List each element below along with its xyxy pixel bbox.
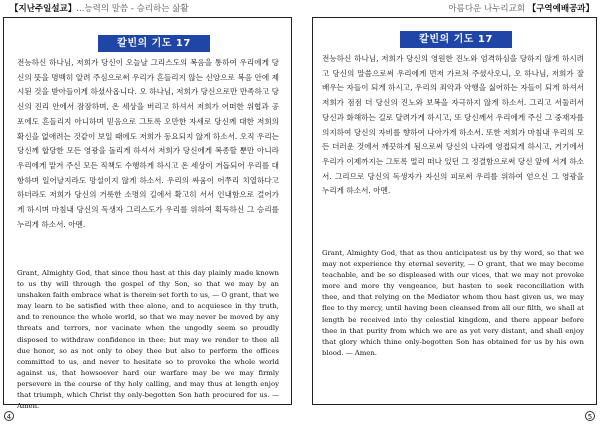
prayer-title: 칼빈의 기도 17 <box>98 35 210 52</box>
right-header <box>448 2 594 16</box>
english-prayer-text: Grant, Almighty God, that since thou hast at this day plainly made known to us thy will through the gospel of thy Son, so that we may by an unshaken faith embrace what is therein set forth to us, — O grant, that we may learn to be satisfied with thee alone, and to acquiesce in thy truth, and to renounce the whole world, so that we may never be moved by any threats and terrors, nor vacinate when the ungodly seem so proudly disposed to withdraw confidence in thee: but may we render to thee all due honor, so as not only to obey thee but also to perform the offices committed to us, and never to hesitate so to provoke the whole world against us, that howsoever hard our warfare may be we may firmly persevere in the course of thy holy calling, and may thus at length enjoy that triumph, which Christ thy only-begotten Son hath procured for us. — Amen. <box>17 269 279 411</box>
page-number: 4 <box>4 411 14 421</box>
header-church-name: 아름다운 나누리교회 <box>448 4 526 14</box>
korean-prayer-text: 전능하신 하나님, 저희가 당신이 오늘날 그리스도의 복음을 통하여 우리에게 당신의 뜻을 명백히 알려 주심으로써 우리가 흔들리지 않는 신앙으로 복음 안에 제시된 것을 받아들이게 하셨사옵니다. 오 하나님, 저희가 당신으로만 만족하고 당신의 진리 안에서 잠잠하며, 온 세상을 버리고 하셔서 저희가 어떠한 위협과 공포에도 흔들리지 아니하며 믿음으로 그토록 오만한 자세로 당신께 대한 저희의 확신을 없애려는 것같이 보일 때에도 저희가 동요되지 않게 하소서. 오직 우리는 당신께 합당한 모든 영광을 돌리게 하셔서 저희가 당신에게 복종할 뿐만 아니라 우리에게 맡겨 주신 모든 직책도 수행하게 하시고 온 세상이 거듭되어 우리를 대항하며 일어날지라도 망설이지 않게 하소서. 우리의 싸움이 어쭈리 치열하다고 하더라도 저희가 당신의 거룩한 소명의 길에서 확고히 서서 인내함으로 걸어가게 하시며 마침내 당신의 독생자 그리스도가 우리를 위하여 획득하신 그 승리를 누리게 하소서. 아멘. <box>17 58 279 229</box>
english-prayer-text: Grant, Almighty God, that as thou anticipatest us by thy word, so that we may not experience thy eternal severity, — O grant, that we may become teachable, and be so displeased with our vices, that we may not provoke more and more thy vengeance, but hasten to seek reconciliation with thee, and that relying on the Mediator whom thou hast given us, we may flee to thy mercy, until having been cleansed from all our filth, we shall at length be received into thy celestial kingdom, and there appear before thee in that purity from which we are as yet very distant, and shall enjoy that glory which thine only-begotten Son has obtained for us by his own blood. — Amen. <box>322 249 584 357</box>
prayer-title: 칼빈의 기도 17 <box>400 31 512 48</box>
left-header <box>10 2 189 16</box>
header-sermon-text: ...능력의 말씀 - 승리하는 삶활 <box>76 4 189 14</box>
page-number: 5 <box>585 411 595 421</box>
korean-prayer-text: 전능하신 하나님, 저희가 당신의 영원한 진노와 엄격하심을 당하지 않게 하시려고 당신의 말씀으로써 우리에게 먼저 가르쳐 주셨사오니, 오 하나님, 저희가 잘 배우는 자들이 되게 하시고, 우리의 죄악과 악행을 싫어하는 자들이 되게 하셔서 저희가 점점 더 당신의 진노와 보복을 자극하지 않게 하소서. 그리고 서둘러서 당신과 화해하는 길로 달려가게 하시고, 또 당신께서 우리에게 주신 그 중재자를 의지하여 당신의 자비를 향하여 나아가게 하소서. 또한 저희가 마침내 우리의 모든 더러운 것에서 깨끗하게 됨으로써 당신의 나라에 영접되게 하시고, 거기에서 우리가 이제까지는 그토록 멀리 떠나 있던 그 정결함으로써 당신 앞에 서게 하소서. 그리므로 당신의 독생자가 자신의 피로써 우리를 위하여 얻으신 그 영광을 누리게 하소서. 아멘. <box>322 54 584 196</box>
right-page <box>300 0 600 424</box>
header-section-label: 【지난주일설교】 <box>10 4 77 14</box>
header-section-label: 【구역예배공과】 <box>527 4 594 14</box>
